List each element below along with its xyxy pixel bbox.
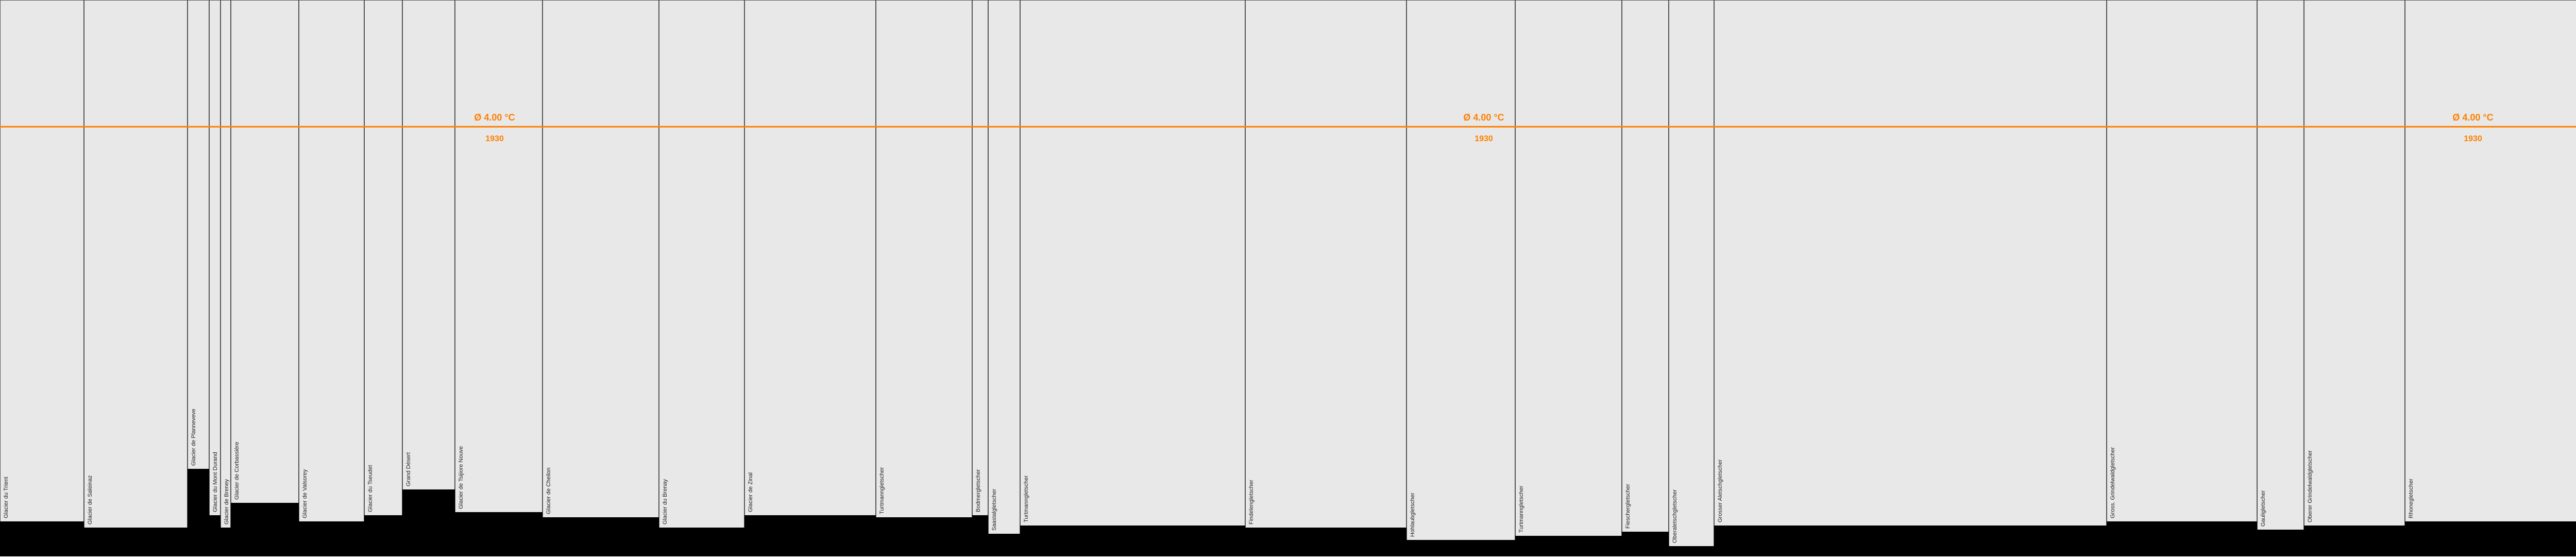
glacier-name-label: Oberer Grindelwaldgletscher [2307,450,2313,522]
glacier-name-label: Findelengletscher [1248,480,1255,524]
value-bar[interactable] [1669,546,1714,556]
glacier-column[interactable] [1021,1,1245,556]
value-bar[interactable] [972,515,988,556]
value-bar[interactable] [0,521,84,556]
glacier-column[interactable] [543,1,659,556]
glacier-column[interactable] [1669,1,1714,556]
glacier-name-label: Glacier de Saleinaz [87,476,93,524]
glacier-column[interactable] [989,1,1020,556]
glacier-column[interactable] [745,1,876,556]
glacier-column[interactable] [1246,1,1406,556]
value-bar[interactable] [1622,532,1669,556]
mean-value-label: Ø 4.00 °C [1463,112,1504,123]
glacier-column[interactable] [1,1,84,556]
value-bar[interactable] [84,528,188,556]
value-bar[interactable] [402,489,455,556]
mean-year-label: 1930 [2464,134,2482,143]
mean-year-label: 1930 [485,134,504,143]
value-bar[interactable] [299,521,364,556]
glacier-name-label: Turtmanngletscher [879,467,885,514]
glacier-name-label: Saastalgletscher [991,488,997,531]
value-bar[interactable] [1020,526,1245,556]
glacier-column[interactable] [299,1,364,556]
glacier-name-label: Glacier du Tseudet [367,465,374,512]
glacier-name-label: Oberaletschgletscher [1672,489,1678,543]
glacier-column[interactable] [659,1,744,556]
glacier-name-label: Gross. Grindelwaldgletscher [2110,447,2116,518]
glacier-name-label: Rhonegletscher [2408,479,2414,518]
glacier-column[interactable] [221,1,231,556]
glacier-name-label: Fieschergletscher [1625,484,1631,529]
value-bar[interactable] [364,515,402,556]
value-bar[interactable] [2304,526,2405,556]
glacier-column[interactable] [1516,1,1622,556]
glacier-name-label: Glacier du Mont Durand [212,452,218,512]
glacier-name-label: Glacier de Breney [224,479,230,524]
glacier-name-label: Gauligletscher [2260,490,2266,527]
glacier-name-label: Glacier de Zinal [748,472,754,512]
glacier-name-label: Grand Désert [405,452,412,486]
glacier-column[interactable] [2304,1,2405,556]
value-bar[interactable] [744,515,876,556]
value-bar[interactable] [1515,536,1622,556]
glacier-column[interactable] [2258,1,2304,556]
glacier-column[interactable] [1715,1,2107,556]
glacier-column[interactable] [455,1,543,556]
value-bar[interactable] [876,517,972,556]
glacier-column[interactable] [2405,1,2576,556]
value-bar[interactable] [2107,521,2257,556]
glacier-name-label: Glacier de Cheilon [546,468,552,515]
glacier-column[interactable] [1407,1,1515,556]
glacier-column[interactable] [231,1,299,556]
value-bar[interactable] [231,503,299,556]
value-bar[interactable] [659,528,744,556]
glacier-name-label: Bodmergletscher [975,469,981,512]
value-bar[interactable] [221,528,231,556]
glacier-name-label: Glacier de Valsorey [302,469,308,518]
glacier-name-label: Glacier du Brenay [662,479,668,524]
glacier-column[interactable] [876,1,972,556]
glacier-name-label: Hohlaubgletscher [1410,493,1416,537]
value-bar[interactable] [2405,521,2576,556]
value-bar[interactable] [1406,540,1515,556]
glacier-name-label: Glacier de Planneveve [191,409,197,466]
glacier-column[interactable] [84,1,188,556]
value-bar[interactable] [2257,530,2304,556]
glacier-name-label: Glacier de Corbassière [234,442,240,500]
glacier-name-label: Grosser Aletschgletscher [1717,459,1723,522]
glacier-column[interactable] [2107,1,2257,556]
mean-value-label: Ø 4.00 °C [2452,112,2493,123]
value-bar[interactable] [988,534,1020,556]
glacier-column[interactable] [1622,1,1669,556]
value-bar[interactable] [209,515,221,556]
glacier-name-label: Turtmanngletscher [1518,485,1524,533]
glacier-name-label: Turtmanngletscher [1023,475,1029,522]
mean-value-label: Ø 4.00 °C [474,112,515,123]
glacier-name-label: Glacier du Trient [3,477,9,518]
value-bar[interactable] [455,512,543,556]
mean-year-label: 1930 [1475,134,1493,143]
value-bar[interactable] [543,517,659,556]
value-bar[interactable] [188,469,209,556]
glacier-name-label: Glacier de Tsijiore Nouve [458,446,464,509]
value-bar[interactable] [1714,526,2107,556]
value-bar[interactable] [1245,528,1406,556]
